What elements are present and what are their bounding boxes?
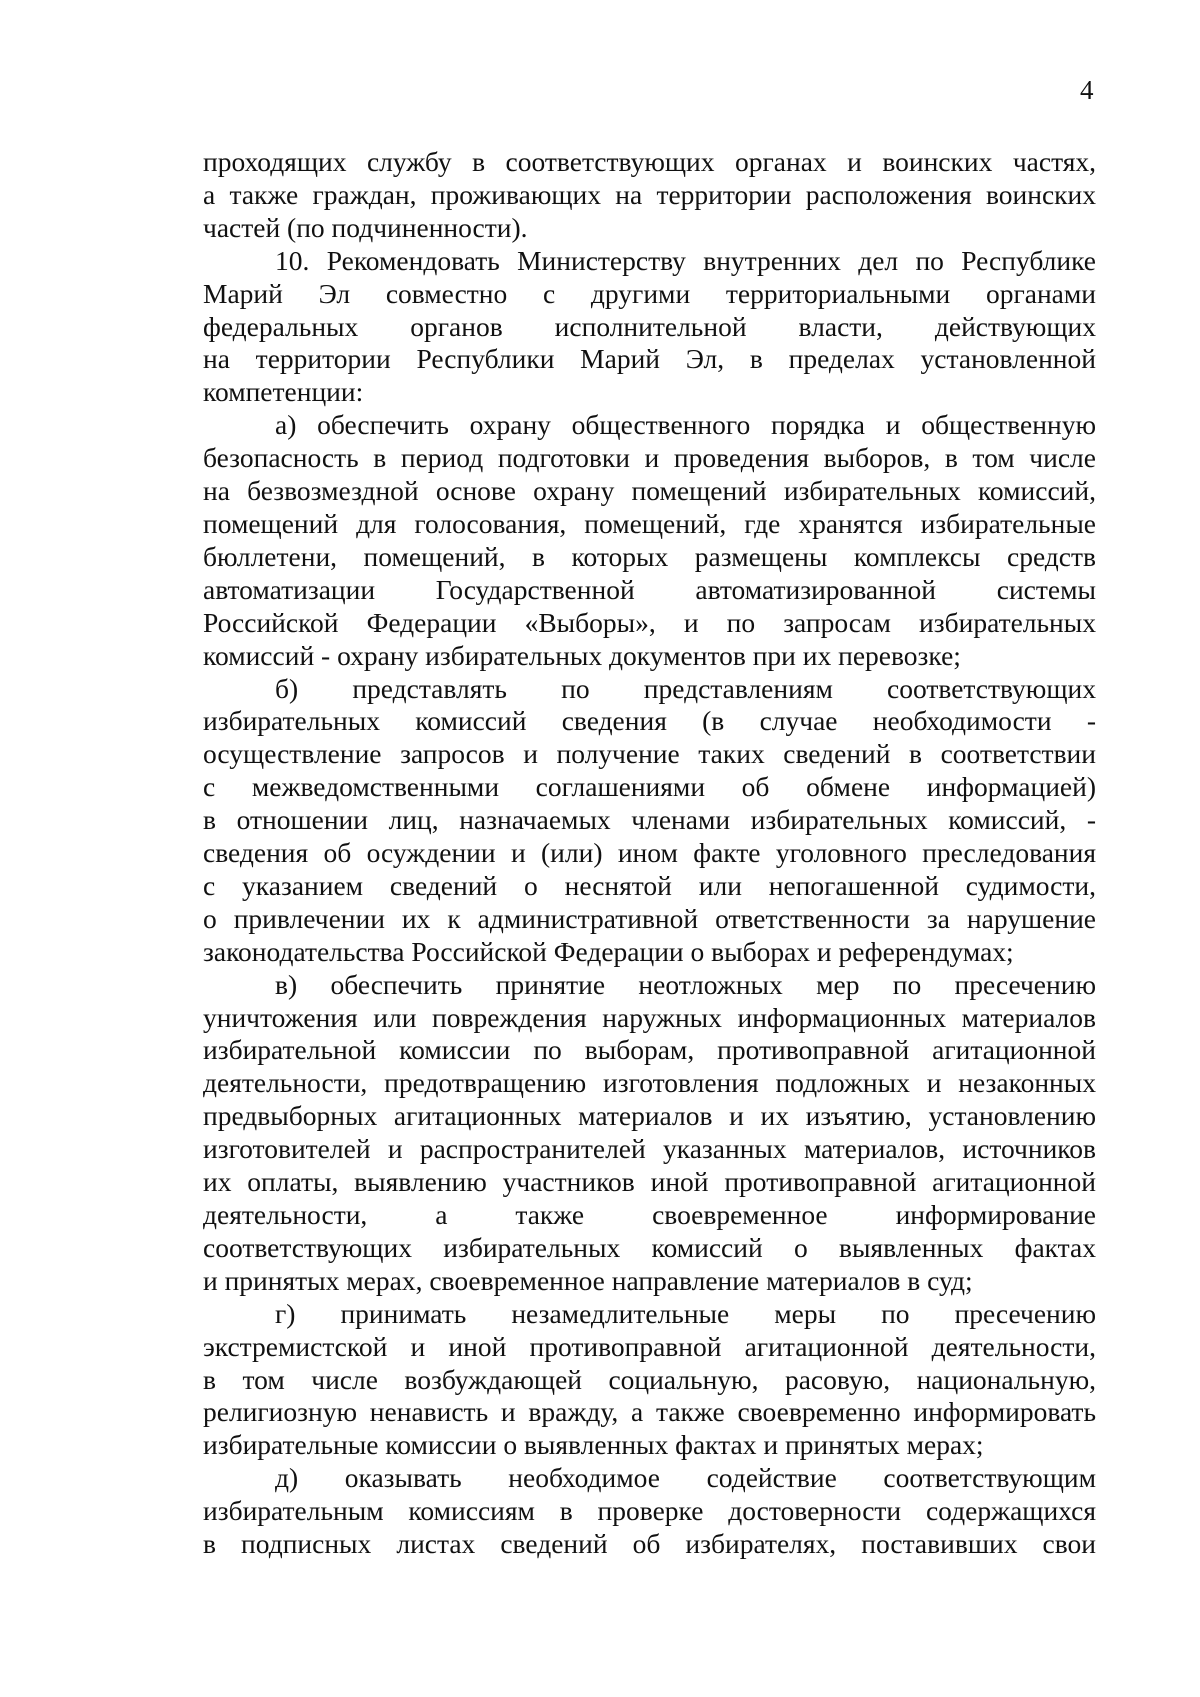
text-line: а также граждан, проживающих на территории расположения воинских (203, 178, 1096, 210)
text-line: избирательной комиссии по выборам, противоправной агитационной (203, 1034, 1096, 1066)
text-line: о привлечении их к административной ответственности за нарушение (203, 902, 1096, 934)
text-line: компетенции: (203, 376, 364, 408)
text-line: Марий Эл совместно с другими территориальными органами (203, 277, 1096, 309)
text-line: избирательным комиссиям в проверке достоверности содержащихся (203, 1495, 1096, 1527)
text-line: уничтожения или повреждения наружных информационных материалов (203, 1001, 1096, 1033)
paragraph-p0 (203, 146, 1096, 245)
text-line: деятельности, а также своевременное информирование (203, 1199, 1096, 1230)
text-line: их оплаты, выявлению участников иной противоправной агитационной (203, 1166, 1096, 1198)
text-line: комиссий - охрану избирательных документов при их перевозке; (203, 639, 961, 671)
paragraph-pg (203, 1298, 1096, 1463)
text-line: и принятых мерах, своевременное направление материалов в суд; (203, 1264, 973, 1296)
paragraph-pd (203, 1462, 1096, 1561)
text-line: безопасность в период подготовки и проведения выборов, в том числе (203, 442, 1096, 474)
paragraph-pv (203, 969, 1096, 1298)
text-line: предвыборных агитационных материалов и их изъятию, установлению (203, 1100, 1096, 1132)
text-line: с указанием сведений о неснятой или непогашенной судимости, (203, 869, 1096, 901)
paragraph-p10 (203, 245, 1096, 410)
text-line: бюллетени, помещений, в которых размещены комплексы средств (203, 540, 1096, 572)
text-line: с межведомственными соглашениями об обмене информацией) (203, 771, 1096, 803)
text-line: экстремистской и иной противоправной агитационной деятельности, (203, 1330, 1096, 1362)
text-line: 10. Рекомендовать Министерству внутренних дел по Республике (275, 244, 1096, 276)
text-line: федеральных органов исполнительной власти, действующих (203, 310, 1096, 342)
text-line: осуществление запросов и получение таких сведений в соответствии (203, 738, 1096, 770)
text-line: б) представлять по представлениям соответствующих (275, 672, 1096, 704)
text-line: избирательные комиссии о выявленных фактах и принятых мерах; (203, 1429, 984, 1461)
text-line: автоматизации Государственной автоматизированной системы (203, 573, 1096, 605)
text-line: частей (по подчиненности). (203, 211, 528, 243)
text-line: Российской Федерации «Выборы», и по запросам избирательных (203, 606, 1096, 638)
text-line: на безвозмездной основе охрану помещений избирательных комиссий, (203, 475, 1096, 507)
text-line: на территории Республики Марий Эл, в пределах установленной (203, 343, 1096, 375)
text-line: изготовителей и распространителей указанных материалов, источников (203, 1133, 1096, 1165)
text-line: в отношении лиц, назначаемых членами избирательных комиссий, - (203, 804, 1096, 836)
paragraph-pb (203, 673, 1096, 969)
paragraph-pa (203, 409, 1096, 672)
text-line: в) обеспечить принятие неотложных мер по пресечению (275, 968, 1096, 1000)
page-number: 4 (1080, 75, 1094, 105)
text-line: сведения об осуждении и (или) ином факте уголовного преследования (203, 837, 1096, 869)
text-line: а) обеспечить охрану общественного порядка и общественную (275, 409, 1096, 441)
text-line: в том числе возбуждающей социальную, расовую, национальную, (203, 1363, 1096, 1395)
text-line: соответствующих избирательных комиссий о выявленных фактах (203, 1231, 1096, 1263)
text-line: помещений для голосования, помещений, где хранятся избирательные (203, 507, 1096, 539)
text-line: избирательных комиссий сведения (в случае необходимости - (203, 705, 1096, 737)
text-line: законодательства Российской Федерации о выборах и референдумах; (203, 935, 1014, 967)
text-line: в подписных листах сведений об избирателях, поставивших свои (203, 1528, 1096, 1560)
text-line: религиозную ненависть и вражду, а также своевременно информировать (203, 1396, 1096, 1428)
text-line: проходящих службу в соответствующих органах и воинских частях, (203, 146, 1096, 177)
text-line: г) принимать незамедлительные меры по пресечению (275, 1297, 1096, 1329)
text-line: деятельности, предотвращению изготовления подложных и незаконных (203, 1067, 1096, 1099)
document-body (203, 146, 1096, 1561)
text-line: д) оказывать необходимое содействие соответствующим (275, 1462, 1096, 1494)
